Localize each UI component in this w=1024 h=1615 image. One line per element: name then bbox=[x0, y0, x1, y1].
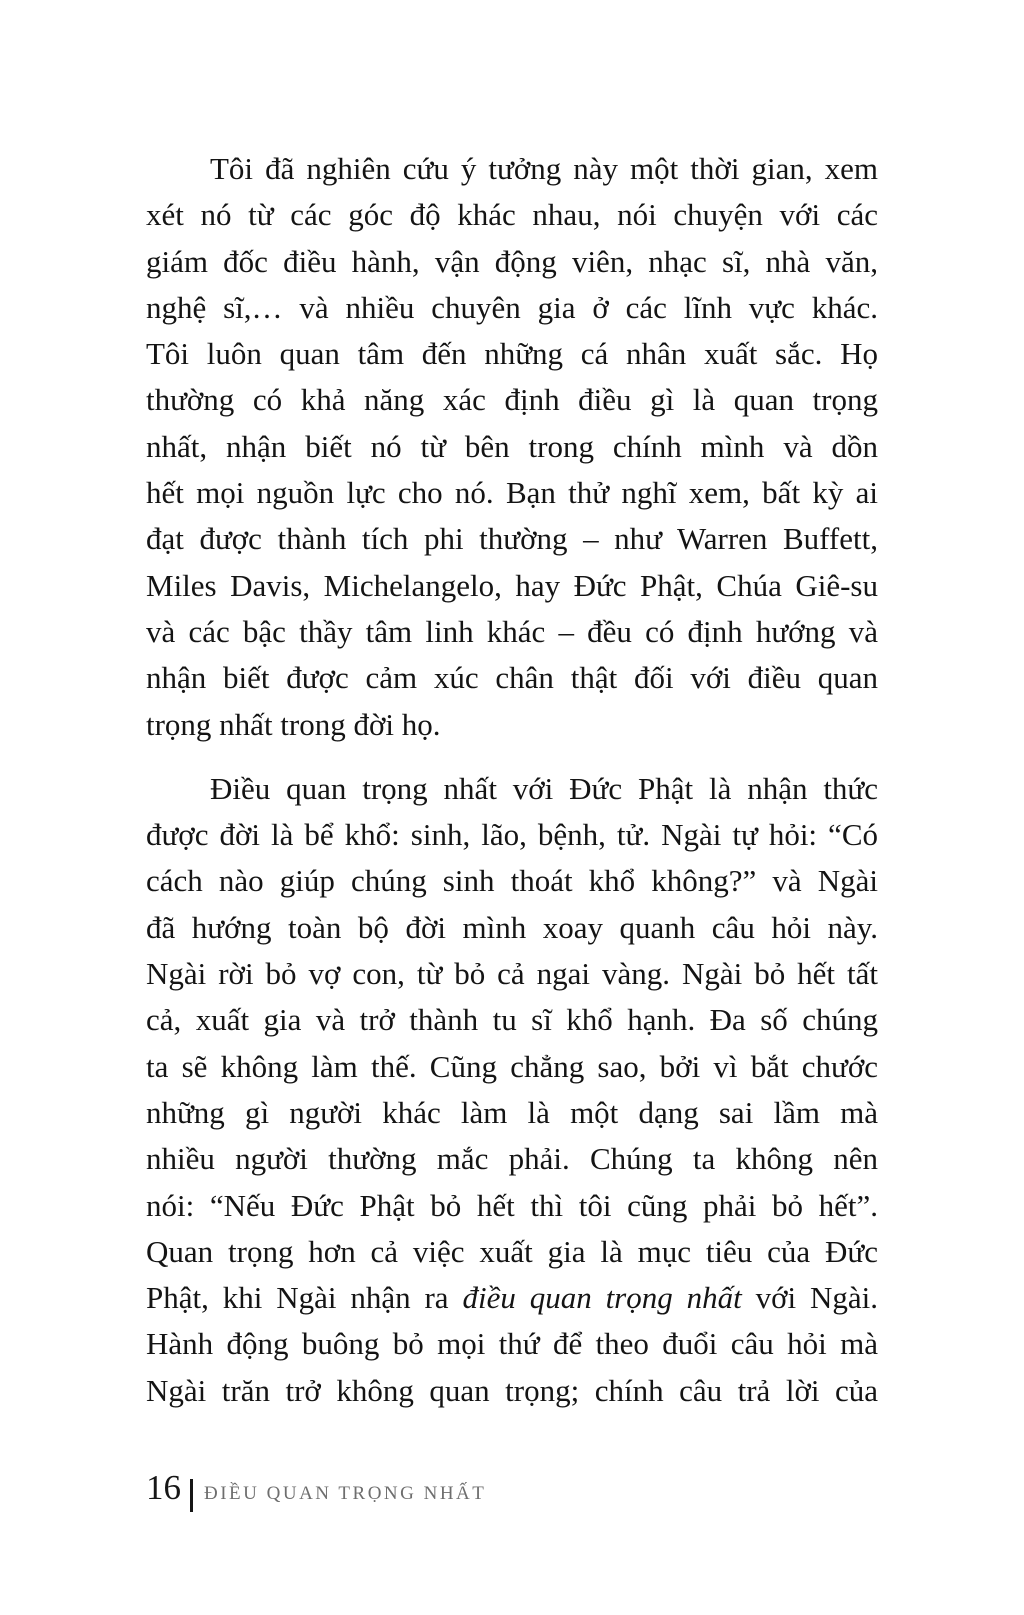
text-line: ta sẽ không làm thế. Cũng chẳng sao, bởi vì bắt chước bbox=[146, 1048, 878, 1084]
text-line: và các bậc thầy tâm linh khác – đều có định hướng và bbox=[146, 613, 878, 649]
text-line: Miles Davis, Michelangelo, hay Đức Phật, Chúa Giê-su bbox=[146, 567, 878, 603]
text-line: Quan trọng hơn cả việc xuất gia là mục tiêu của Đức bbox=[146, 1233, 878, 1269]
text-line: Ngài trăn trở không quan trọng; chính câu trả lời của bbox=[146, 1372, 878, 1408]
text-line: cả, xuất gia và trở thành tu sĩ khổ hạnh. Đa số chúng bbox=[146, 1002, 878, 1038]
text-line: nghệ sĩ,… và nhiều chuyên gia ở các lĩnh vực khác. bbox=[146, 289, 878, 325]
page-footer bbox=[146, 1468, 486, 1508]
text-line: Tôi đã nghiên cứu ý tưởng này một thời gian, xem bbox=[210, 151, 878, 186]
body-text bbox=[146, 146, 878, 1414]
text-line: xét nó từ các góc độ khác nhau, nói chuyện với các bbox=[146, 197, 878, 233]
running-title: ĐIỀU QUAN TRỌNG NHẤT bbox=[204, 1483, 487, 1504]
text-line: nói: “Nếu Đức Phật bỏ hết thì tôi cũng phải bỏ hết”. bbox=[146, 1187, 878, 1223]
text-line: Tôi luôn quan tâm đến những cá nhân xuất sắc. Họ bbox=[146, 336, 878, 372]
text-line: Ngài rời bỏ vợ con, từ bỏ cả ngai vàng. Ngài bỏ hết tất bbox=[146, 956, 878, 992]
text-line: được đời là bể khổ: sinh, lão, bệnh, tử. Ngài tự hỏi: “Có bbox=[146, 817, 878, 853]
text-line: nhận biết được cảm xúc chân thật đối với điều quan bbox=[146, 660, 878, 696]
emphasized-phrase: điều quan trọng nhất bbox=[462, 1280, 742, 1316]
text-line: Điều quan trọng nhất với Đức Phật là nhận thức bbox=[210, 770, 878, 806]
text-line: giám đốc điều hành, vận động viên, nhạc sĩ, nhà văn, bbox=[146, 243, 878, 279]
text-line: nhiều người thường mắc phải. Chúng ta không nên bbox=[146, 1141, 878, 1177]
footer-separator bbox=[190, 1479, 193, 1512]
text-segment: với Ngài. bbox=[741, 1280, 879, 1316]
text-line: trọng nhất trong đời họ. bbox=[146, 706, 441, 742]
text-line: những gì người khác làm là một dạng sai lầm mà bbox=[146, 1094, 878, 1130]
text-line: đạt được thành tích phi thường – như Warren Buffett, bbox=[146, 521, 878, 557]
text-line-with-emphasis bbox=[146, 1275, 878, 1321]
paragraph bbox=[146, 146, 878, 748]
text-line: nhất, nhận biết nó từ bên trong chính mình và dồn bbox=[146, 428, 878, 464]
text-line: hết mọi nguồn lực cho nó. Bạn thử nghĩ xem, bất kỳ ai bbox=[146, 475, 878, 511]
text-line: thường có khả năng xác định điều gì là quan trọng bbox=[146, 382, 878, 418]
paragraph bbox=[146, 766, 878, 1414]
text-line: cách nào giúp chúng sinh thoát khổ không?” và Ngài bbox=[146, 863, 878, 899]
page-number: 16 bbox=[146, 1468, 181, 1507]
text-line: đã hướng toàn bộ đời mình xoay quanh câu hỏi này. bbox=[146, 909, 878, 945]
text-line: Hành động buông bỏ mọi thứ để theo đuổi câu hỏi mà bbox=[146, 1326, 878, 1362]
text-segment: Phật, khi Ngài nhận ra bbox=[146, 1280, 463, 1316]
